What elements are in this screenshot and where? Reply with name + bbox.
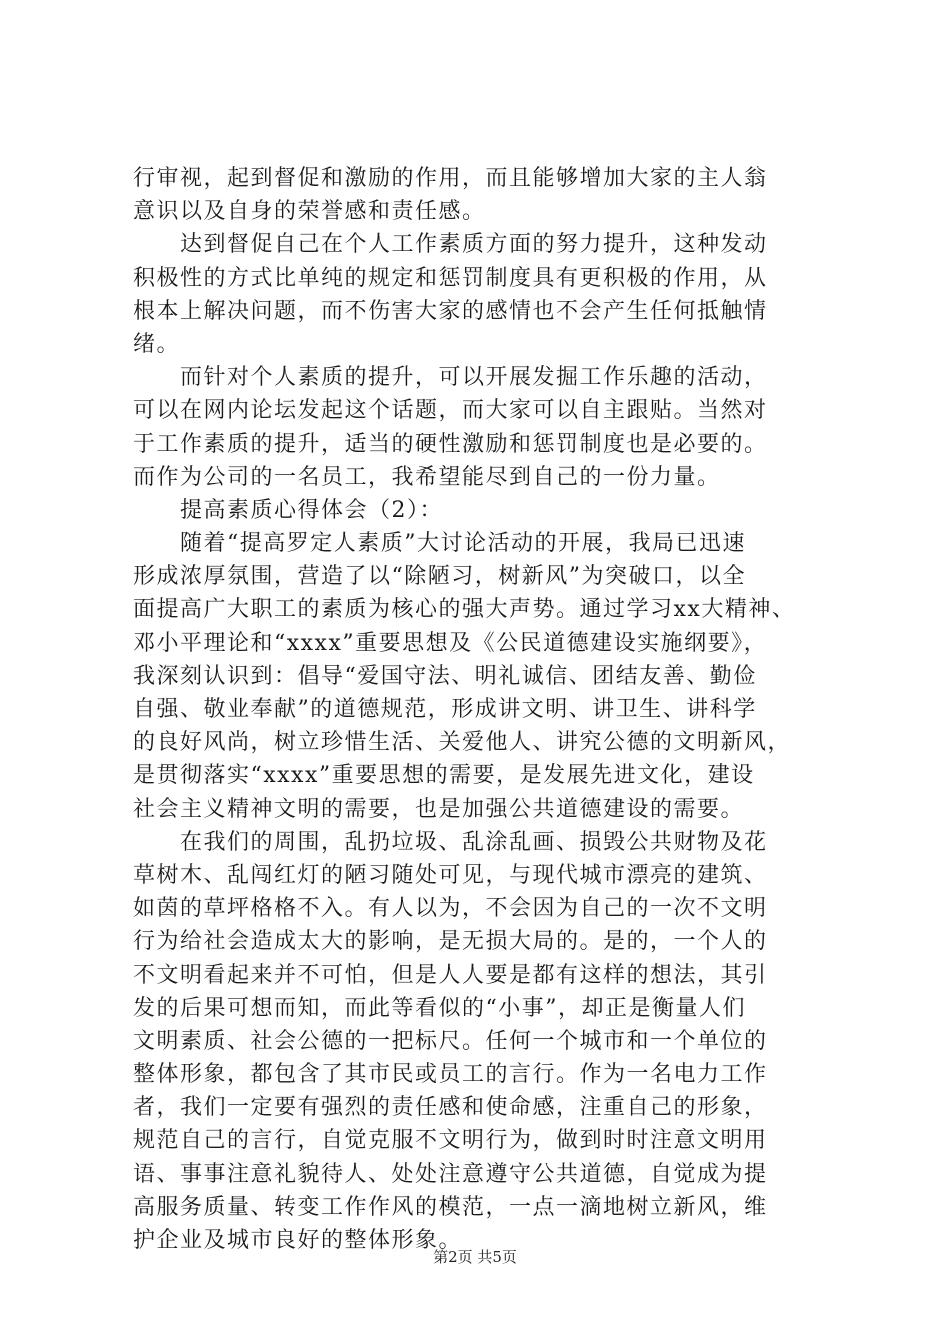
text-line: 绪。 xyxy=(133,331,181,357)
text-line: 意识以及自身的荣誉感和责任感。 xyxy=(133,199,486,225)
page-number-footer: 第2页 共5页 xyxy=(433,1248,517,1266)
text-line: 不文明看起来并不可怕，但是人人要是都有这样的想法，其引 xyxy=(133,962,768,988)
text-line: 形成浓厚氛围，营造了以“除陋习，树新风”为突破口，以全 xyxy=(133,564,746,590)
text-line: 邓小平理论和“xxxx”重要思想及《公民道德建设实施纲要》， xyxy=(133,630,768,656)
text-line: 我深刻认识到：倡导“爱国守法、明礼诚信、团结友善、勤俭 xyxy=(133,663,757,689)
text-line: 在我们的周围，乱扔垃圾、乱涂乱画、损毁公共财物及花 xyxy=(180,829,768,855)
text-line: 护企业及城市良好的整体形象。 xyxy=(133,1228,463,1253)
text-line: 达到督促自己在个人工作素质方面的努力提升，这种发动 xyxy=(180,232,768,258)
text-line: 行审视，起到督促和激励的作用，而且能够增加大家的主人翁 xyxy=(133,166,768,191)
text-line: 行为给社会造成太大的影响，是无损大局的。是的，一个人的 xyxy=(133,929,768,955)
text-line: 于工作素质的提升，适当的硬性激励和惩罚制度也是必要的。 xyxy=(133,431,768,457)
text-line: 文明素质、社会公德的一把标尺。任何一个城市和一个单位的 xyxy=(133,1028,768,1054)
text-line: 规范自己的言行，自觉克服不文明行为，做到时时注意文明用 xyxy=(133,1128,768,1154)
text-line: 社会主义精神文明的需要，也是加强公共道德建设的需要。 xyxy=(133,796,745,822)
text-line: 可以在网内论坛发起这个话题，而大家可以自主跟贴。当然对 xyxy=(133,398,768,424)
text-line: 发的后果可想而知，而此等看似的“小事”，却正是衡量人们 xyxy=(133,995,746,1021)
section-heading: 提高素质心得体会（2）： xyxy=(180,497,443,523)
document-body xyxy=(133,162,833,1257)
text-line: 高服务质量、转变工作作风的模范，一点一滴地树立新风，维 xyxy=(133,1194,768,1220)
text-line: 的良好风尚，树立珍惜生活、关爱他人、讲究公德的文明新风， xyxy=(133,730,792,756)
text-line: 自强、敬业奉献”的道德规范，形成讲文明、讲卫生、讲科学 xyxy=(133,697,757,722)
text-line: 草树木、乱闯红灯的陋习随处可见，与现代城市漂亮的建筑、 xyxy=(133,862,768,888)
text-line: 如茵的草坪格格不入。有人以为，不会因为自己的一次不文明 xyxy=(133,896,768,922)
text-line: 而针对个人素质的提升，可以开展发掘工作乐趣的活动， xyxy=(180,365,768,391)
text-line: 是贯彻落实“xxxx”重要思想的需要，是发展先进文化，建设 xyxy=(133,763,755,789)
text-line: 语、事事注意礼貌待人、处处注意遵守公共道德，自觉成为提 xyxy=(133,1161,768,1187)
text-line: 积极性的方式比单纯的规定和惩罚制度具有更积极的作用，从 xyxy=(133,265,768,291)
text-line: 面提高广大职工的素质为核心的强大声势。通过学习xx大精神、 xyxy=(133,597,796,623)
text-line: 者，我们一定要有强烈的责任感和使命感，注重自己的形象， xyxy=(133,1095,768,1121)
text-line: 随着“提高罗定人素质”大讨论活动的开展，我局已迅速 xyxy=(180,531,746,557)
text-line: 根本上解决问题，而不伤害大家的感情也不会产生任何抵触情 xyxy=(133,298,768,324)
text-line: 整体形象，都包含了其市民或员工的言行。作为一名电力工作 xyxy=(133,1062,768,1088)
text-line: 而作为公司的一名员工，我希望能尽到自己的一份力量。 xyxy=(133,464,721,490)
